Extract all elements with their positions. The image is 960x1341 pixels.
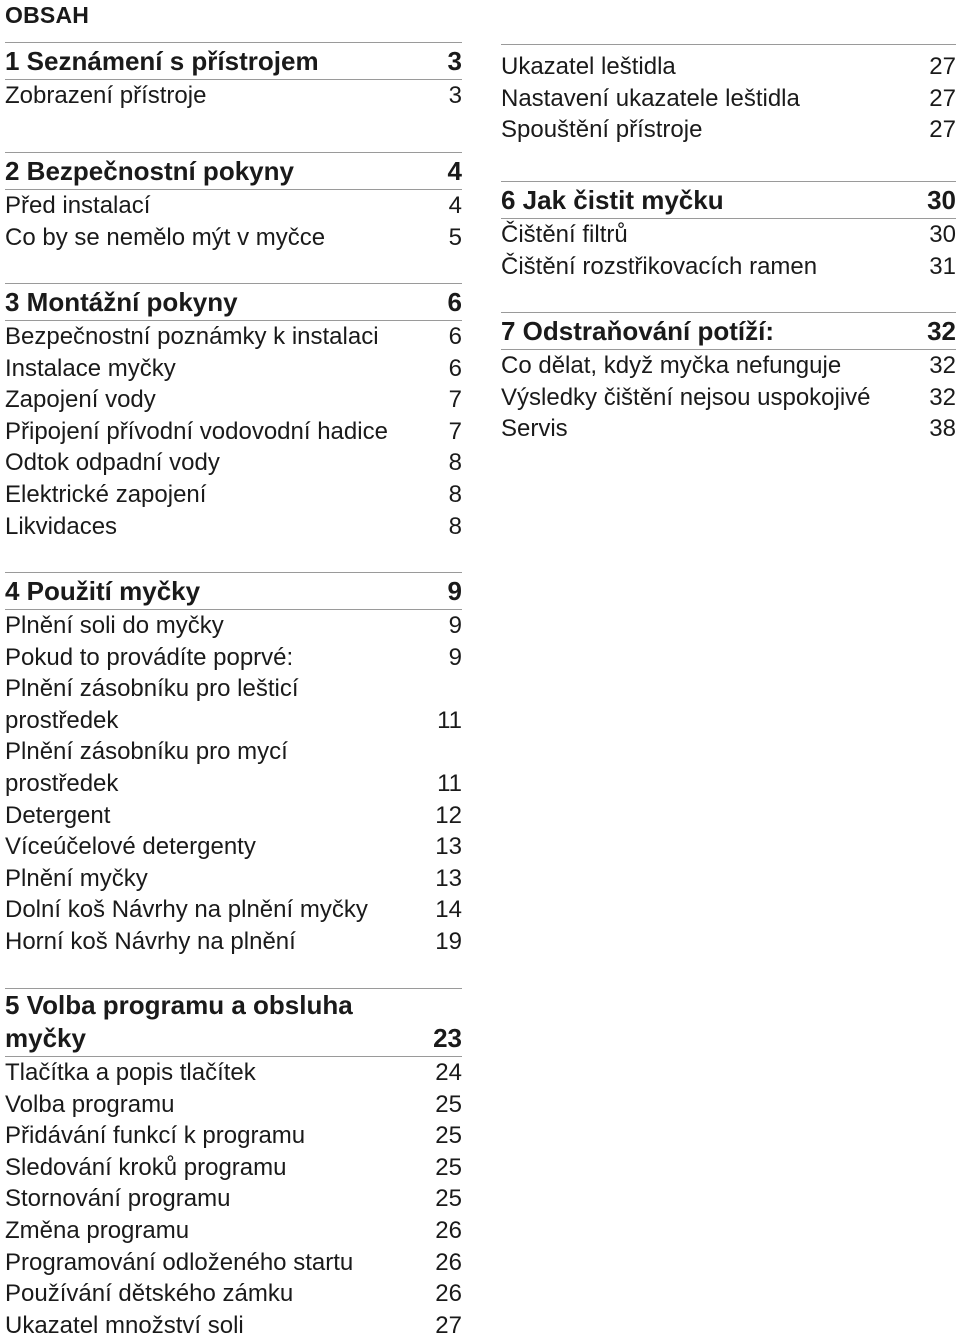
entry-text: Výsledky čištění nejsou uspokojivé <box>501 383 871 411</box>
entry-page: 9 <box>448 643 462 671</box>
entry-text: Bezpečnostní poznámky k instalaci <box>5 323 379 350</box>
entry-page: 11 <box>437 769 462 797</box>
entry-page: 7 <box>448 417 462 445</box>
section-page: 30 <box>927 185 956 215</box>
section-heading <box>5 152 462 190</box>
entry-text: Změna programu <box>5 1216 190 1244</box>
toc-entry <box>5 511 462 543</box>
toc-entry <box>5 479 462 511</box>
toc-entry <box>5 673 462 736</box>
entry-page: 6 <box>448 354 462 382</box>
entry-text: Co dělat, když myčka nefunguje <box>501 352 842 379</box>
toc-entry <box>5 1057 462 1089</box>
entry-text-line-2: prostředek <box>5 769 119 797</box>
entry-page: 27 <box>929 84 956 112</box>
entry-text: Zapojení vody <box>5 386 156 414</box>
entry-text: Servis <box>501 415 568 443</box>
toc-entry <box>5 1310 462 1341</box>
toc-entry <box>5 416 462 448</box>
entry-text: Čištění filtrů <box>501 221 628 248</box>
toc-entry <box>5 384 462 416</box>
toc-entry <box>5 321 462 353</box>
toc-section-6 <box>501 181 956 282</box>
section-heading <box>5 42 462 80</box>
toc-entry <box>5 894 462 926</box>
entry-page: 13 <box>435 833 462 861</box>
entry-page: 5 <box>448 223 462 251</box>
entry-text: Tlačítka a popis tlačítek <box>5 1059 256 1086</box>
entry-page: 6 <box>448 323 462 350</box>
entry-text: Horní koš Návrhy na plnění <box>5 927 296 955</box>
entry-page: 27 <box>929 53 956 80</box>
section-page: 23 <box>433 1023 462 1053</box>
entry-text: Připojení přívodní vodovodní hadice <box>5 417 388 445</box>
entry-page: 32 <box>929 383 956 411</box>
toc-entry <box>5 863 462 895</box>
entry-page: 12 <box>435 801 462 829</box>
section-page: 32 <box>927 316 956 346</box>
entry-page: 24 <box>435 1059 462 1086</box>
toc-entry <box>5 831 462 863</box>
toc-entry <box>5 1089 462 1121</box>
entry-page: 25 <box>435 1185 462 1213</box>
entry-text-line-1: Plnění zásobníku pro lešticí <box>5 675 299 703</box>
toc-section-2 <box>5 152 462 253</box>
entry-text: Víceúčelové detergenty <box>5 833 256 861</box>
entry-page: 14 <box>435 896 462 924</box>
entry-page: 31 <box>929 252 956 280</box>
toc-entry <box>501 413 956 445</box>
entry-page: 27 <box>929 116 956 144</box>
toc-entry <box>501 219 956 251</box>
section-title-line-2: myčky <box>5 1023 86 1053</box>
entry-text: Ukazatel množství soli <box>5 1311 244 1339</box>
entry-page: 4 <box>448 192 462 219</box>
section-title: 4 Použití myčky <box>5 576 201 606</box>
toc-entry <box>5 1215 462 1247</box>
entry-text: Plnění myčky <box>5 864 148 892</box>
entry-page: 9 <box>448 612 462 639</box>
entry-page: 26 <box>435 1248 462 1276</box>
section-title: 1 Seznámení s přístrojem <box>5 46 319 76</box>
entry-text: Nastavení ukazatele leštidla <box>501 84 800 112</box>
entry-page: 7 <box>448 386 462 414</box>
toc-section-3 <box>5 283 462 542</box>
entry-text: Před instalací <box>5 192 151 219</box>
toc-section-5 <box>5 988 462 1341</box>
entry-text: Přidávání funkcí k programu <box>5 1122 306 1150</box>
entry-text: Instalace myčky <box>5 354 176 382</box>
entry-text: Zobrazení přístroje <box>5 82 207 109</box>
toc-entry <box>5 1183 462 1215</box>
entry-text: Odtok odpadní vody <box>5 449 220 477</box>
entry-page: 38 <box>929 415 956 443</box>
toc-entry <box>5 1120 462 1152</box>
entry-text: Čištění rozstřikovacích ramen <box>501 252 818 280</box>
toc-entry <box>5 190 462 222</box>
entry-page: 25 <box>435 1090 462 1118</box>
entry-text: Sledování kroků programu <box>5 1153 287 1181</box>
section-page: 4 <box>447 156 462 186</box>
toc-entry <box>5 447 462 479</box>
toc-entry <box>5 926 462 958</box>
page-title: OBSAH <box>5 2 90 28</box>
entry-text: Plnění soli do myčky <box>5 612 224 639</box>
toc-entry <box>501 114 956 146</box>
section-page: 3 <box>447 46 462 76</box>
entry-page: 19 <box>435 927 462 955</box>
entry-text: Elektrické zapojení <box>5 480 207 508</box>
toc-entry <box>5 1247 462 1279</box>
toc-entry <box>501 83 956 115</box>
toc-entry <box>5 1278 462 1310</box>
toc-entry <box>501 382 956 414</box>
entry-text: Používání dětského zámku <box>5 1280 294 1308</box>
toc-entry <box>5 80 462 112</box>
entry-text: Ukazatel leštidla <box>501 53 676 80</box>
toc-section-5-continued <box>501 44 956 146</box>
entry-page: 26 <box>435 1280 462 1308</box>
entry-page: 27 <box>435 1311 462 1339</box>
section-title: 6 Jak čistit myčku <box>501 185 724 215</box>
toc-entry <box>501 350 956 382</box>
section-heading <box>501 181 956 219</box>
section-title: 3 Montážní pokyny <box>5 287 238 317</box>
toc-section-4 <box>5 572 462 958</box>
entry-text: Dolní koš Návrhy na plnění myčky <box>5 896 368 924</box>
toc-entry <box>5 736 462 799</box>
entry-page: 32 <box>929 352 956 379</box>
section-title: 7 Odstraňování potíží: <box>501 316 775 346</box>
entry-page: 26 <box>435 1216 462 1244</box>
entry-text: Co by se nemělo mýt v myčce <box>5 223 326 251</box>
section-heading <box>5 572 462 610</box>
toc-section-7 <box>501 312 956 445</box>
section-heading <box>5 988 462 1057</box>
entry-text: Volba programu <box>5 1090 175 1118</box>
entry-text: Spouštění přístroje <box>501 116 703 144</box>
toc-entry <box>5 610 462 642</box>
entry-page: 3 <box>448 82 462 109</box>
section-page: 6 <box>447 287 462 317</box>
entry-text: Detergent <box>5 801 111 829</box>
entry-text: Pokud to provádíte poprvé: <box>5 643 294 671</box>
entry-page: 13 <box>435 864 462 892</box>
toc-entry <box>5 800 462 832</box>
toc-entry <box>5 353 462 385</box>
entry-text-line-1: Plnění zásobníku pro mycí <box>5 738 288 766</box>
entry-text-line-2: prostředek <box>5 706 119 734</box>
section-title-line-1: 5 Volba programu a obsluha <box>5 990 353 1020</box>
section-heading <box>5 283 462 321</box>
entry-page: 8 <box>448 480 462 508</box>
entry-page: 11 <box>437 706 462 734</box>
section-page: 9 <box>447 576 462 606</box>
toc-section-1 <box>5 42 462 112</box>
entry-page: 25 <box>435 1153 462 1181</box>
toc-entry <box>5 222 462 254</box>
entry-page: 30 <box>929 221 956 248</box>
entry-page: 8 <box>448 512 462 540</box>
toc-entry <box>501 51 956 83</box>
toc-entry <box>5 642 462 674</box>
entry-text: Likvidaces <box>5 512 118 540</box>
entry-text: Programování odloženého startu <box>5 1248 354 1276</box>
toc-entry <box>501 251 956 283</box>
section-title: 2 Bezpečnostní pokyny <box>5 156 294 186</box>
section-heading <box>501 312 956 350</box>
entry-page: 8 <box>448 449 462 477</box>
entry-text: Stornování programu <box>5 1185 231 1213</box>
entry-page: 25 <box>435 1122 462 1150</box>
toc-entry <box>5 1152 462 1184</box>
